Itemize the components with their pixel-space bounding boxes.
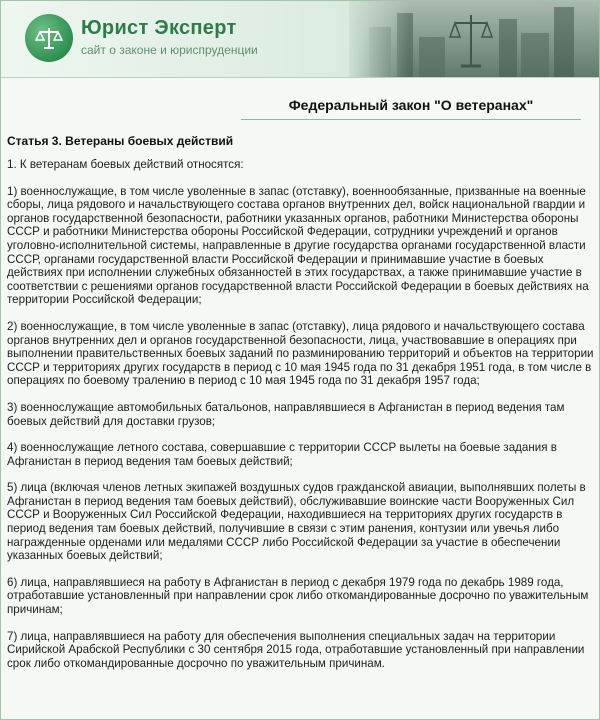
article-item: 2) военнослужащие, в том числе уволенные в запас (отставку), лица рядового и начальствующего состава органов внутренних дел и органов государственной безопасности, лица, участвовавшие в операциях при выполнении правительственных боевых заданий по разминированию территорий и объектов на территории СССР и территориях других государств в период с 10 мая 1945 года по 31 декабря 1951 года, в том числе в операциях по боевому тралению в период с 10 мая 1945 года по 31 декабря 1957 года; <box>7 319 594 388</box>
site-tagline: сайт о законе и юриспруденции <box>81 43 258 57</box>
brand[interactable] <box>81 17 258 57</box>
article-item: 7) лица, направлявшиеся на работу для обеспечения выполнения специальных задач на территории Сирийской Арабской Республики с 30 сентября 2015 года, отработавшие установленный при направлении срок либо откомандированные досрочно по уважительным причинам. <box>7 629 585 670</box>
article-title: Статья 3. Ветераны боевых действий <box>7 134 234 148</box>
document-title: Федеральный закон "О ветеранах" <box>288 97 534 113</box>
article-intro: 1. К ветеранам боевых действий относятся: <box>7 158 244 171</box>
article-item: 3) военнослужащие автомобильных батальонов, направлявшиеся в Афганистан в период ведения там боевых действий для доставки грузов; <box>7 400 565 428</box>
article-item: 5) лица (включая членов летных экипажей воздушных судов гражданской авиации, выполнявших полеты в Афганистан в период ведения там боевых действий), обслуживавшие воинские части Вооруженных Сил СССР и Вооруженных Сил Российской Федерации, находившиеся на территориях других государств в период ведения там боевых действий, получившие в связи с этим ранения, контузии или увечья либо награжденные орденами или медалями СССР либо Российской Федерации за участие в обеспечении указанных боевых действий; <box>7 481 586 563</box>
site-header <box>1 1 599 78</box>
header-scales-icon <box>449 9 493 71</box>
article-item: 6) лица, направлявшиеся на работу в Афганистан в период с декабря 1979 года по декабрь 1989 года, отработавшие установленный при направлении срок либо откомандированные досрочно по уважительным причинам; <box>7 575 589 617</box>
article-item: 4) военнослужащие летного состава, совершавшие с территории СССР вылеты на боевые задания в Афганистан в период ведения там боевых действий; <box>7 441 557 468</box>
scales-of-justice-icon[interactable] <box>25 14 73 62</box>
site-name[interactable]: Юрист Эксперт <box>81 17 237 39</box>
article-item: 1) военнослужащие, в том числе уволенные в запас (отставку), военнообязанные, призванные на военные сборы, лица рядового и начальствующего состава органов внутренних дел, войск национальной гвардии и органов государственной безопасности, работники указанных органов, работники Министерства обороны СССР и работники Министерства обороны Российской Федерации, сотрудники учреждений и органов уголовно-исполнительной системы, направленные в другие государства органами государственной власти СССР, органами государственной власти Российской Федерации и принимавшие участие в боевых действиях при исполнении служебных обязанностей в этих государствах, а также принимавшие участие в соответствии с решениями органов государственной власти Российской Федерации в боевых действиях на территории Российской Федерации; <box>7 184 589 307</box>
title-divider <box>241 119 581 120</box>
article-body <box>7 158 595 683</box>
header-photo <box>349 1 599 77</box>
